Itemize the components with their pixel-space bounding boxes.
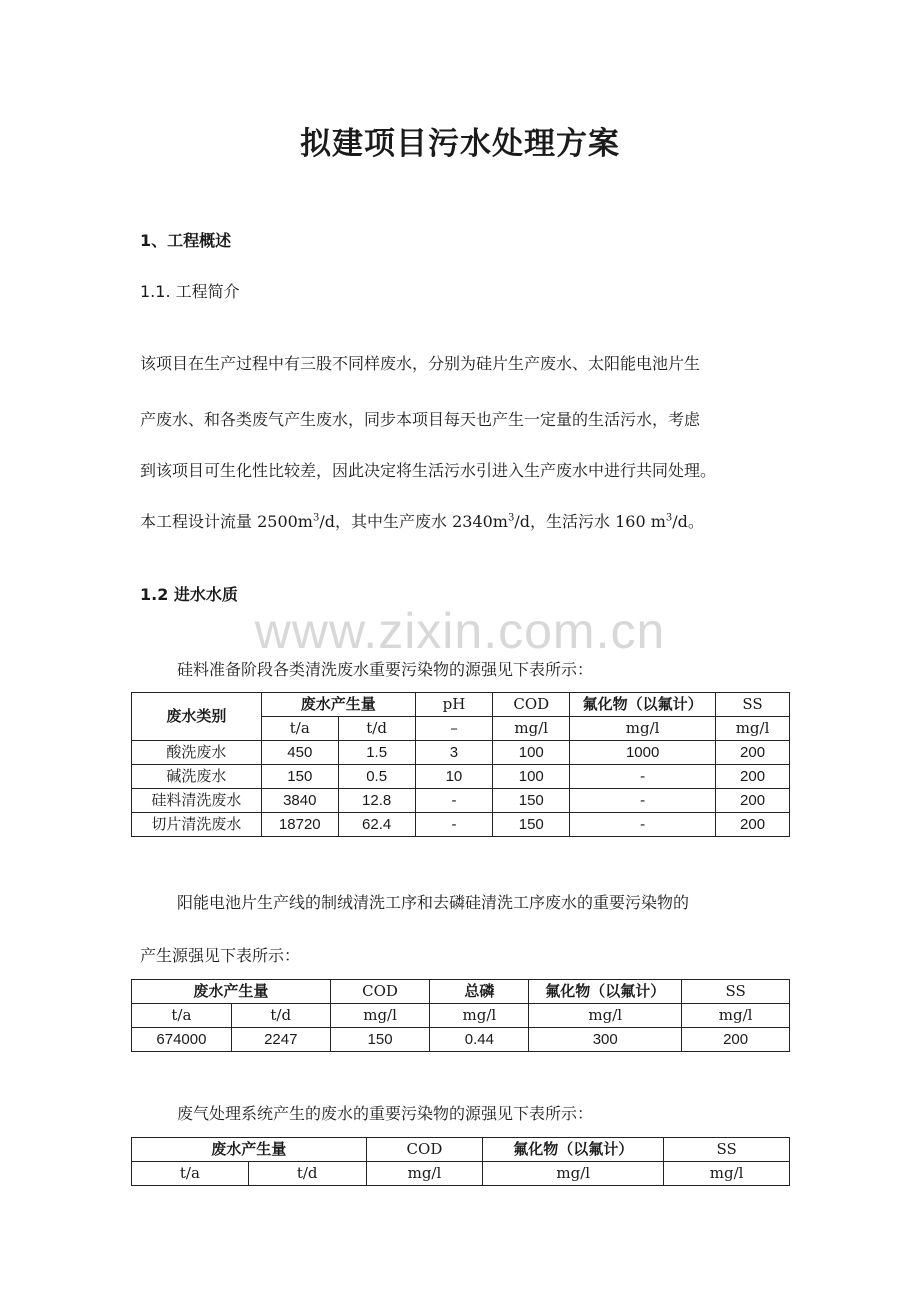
table3-unit-cell: mg/l xyxy=(366,1162,483,1186)
table-cell: 150 xyxy=(330,1028,430,1052)
table-cell: - xyxy=(570,765,716,789)
table3-unit-cell: t/a xyxy=(132,1162,249,1186)
table1-unit-cell: mg/l xyxy=(570,717,716,741)
table2-unit-cell: mg/l xyxy=(529,1004,682,1028)
table1-unit-cell: t/a xyxy=(261,717,338,741)
table2-caption-line: 产生源强见下表所示： xyxy=(140,946,301,965)
table-row xyxy=(132,741,790,765)
table2-unit-row xyxy=(132,1004,790,1028)
table2-header-cell: 氟化物（以氟计） xyxy=(529,980,682,1004)
table-cell: 100 xyxy=(493,765,570,789)
table-cell: - xyxy=(570,813,716,837)
table3-caption: 废气处理系统产生的废水的重要污染物的源强见下表所示： xyxy=(177,1104,594,1123)
table3-unit-cell: mg/l xyxy=(483,1162,664,1186)
table3-header-row xyxy=(132,1138,790,1162)
table1-header-cell: 废水类别 xyxy=(132,693,262,741)
table1-header-cell: COD xyxy=(493,693,570,717)
table1 xyxy=(131,692,790,837)
table3-unit-row xyxy=(132,1162,790,1186)
table1-header-cell: 氟化物（以氟计） xyxy=(570,693,716,717)
table-cell: 18720 xyxy=(261,813,338,837)
table1-caption: 硅料准备阶段各类清洗废水重要污染物的源强见下表所示： xyxy=(177,660,594,679)
table-cell: 200 xyxy=(682,1028,790,1052)
table-cell: 200 xyxy=(716,765,790,789)
table-row xyxy=(132,813,790,837)
table-cell: 674000 xyxy=(132,1028,232,1052)
table2-unit-cell: mg/l xyxy=(682,1004,790,1028)
table-cell: 硅料清洗废水 xyxy=(132,789,262,813)
table1-unit-cell: mg/l xyxy=(493,717,570,741)
table-cell: 150 xyxy=(261,765,338,789)
superscript: 3 xyxy=(665,512,673,524)
table2-unit-cell: t/a xyxy=(132,1004,232,1028)
table-cell: 300 xyxy=(529,1028,682,1052)
flow-text-b: /d，其中生产废水 2340m xyxy=(319,512,508,531)
table-cell: 碱洗废水 xyxy=(132,765,262,789)
flow-text-a: 本工程设计流量 2500m xyxy=(140,512,313,531)
table3-header-cell: SS xyxy=(664,1138,790,1162)
superscript: 3 xyxy=(312,512,320,524)
table2-header-cell: COD xyxy=(330,980,430,1004)
table-cell: 3 xyxy=(415,741,493,765)
table-cell: 200 xyxy=(716,741,790,765)
table-cell: 0.5 xyxy=(338,765,415,789)
table2-unit-cell: t/d xyxy=(231,1004,330,1028)
table2-unit-cell: mg/l xyxy=(330,1004,430,1028)
table2-caption-line: 阳能电池片生产线的制绒清洗工序和去磷硅清洗工序废水的重要污染物的 xyxy=(177,893,690,912)
table-cell: 酸洗废水 xyxy=(132,741,262,765)
table-cell: 450 xyxy=(261,741,338,765)
flow-text-c: /d，生活污水 160 m xyxy=(514,512,666,531)
table3-header-cell: 废水产生量 xyxy=(132,1138,367,1162)
table-cell: 10 xyxy=(415,765,493,789)
table3-unit-cell: mg/l xyxy=(664,1162,790,1186)
table2-header-cell: 废水产生量 xyxy=(132,980,331,1004)
intro-paragraph-line: 该项目在生产过程中有三股不同样废水，分别为硅片生产废水、太阳能电池片生 xyxy=(140,354,701,373)
superscript: 3 xyxy=(507,512,515,524)
table3 xyxy=(131,1137,790,1186)
table-cell: 1000 xyxy=(570,741,716,765)
table-cell: 200 xyxy=(716,813,790,837)
table-cell: 200 xyxy=(716,789,790,813)
table1-unit-cell: t/d xyxy=(338,717,415,741)
subsection-heading-intro: 1.1. 工程简介 xyxy=(140,282,240,301)
table3-unit-cell: t/d xyxy=(248,1162,366,1186)
table-cell: 150 xyxy=(493,789,570,813)
intro-paragraph-line: 到该项目可生化性比较差，因此决定将生活污水引进入生产废水中进行共同处理。 xyxy=(140,461,717,480)
table-cell: - xyxy=(415,789,493,813)
table-cell: 1.5 xyxy=(338,741,415,765)
watermark: www.zixin.com.cn xyxy=(254,603,666,659)
table-cell: 150 xyxy=(493,813,570,837)
table1-unit-cell: – xyxy=(415,717,493,741)
table-cell: 切片清洗废水 xyxy=(132,813,262,837)
table2 xyxy=(131,979,790,1052)
table2-header-cell: SS xyxy=(682,980,790,1004)
table-cell: - xyxy=(415,813,493,837)
table1-header-cell: pH xyxy=(415,693,493,717)
table2-unit-cell: mg/l xyxy=(430,1004,529,1028)
table2-header-row xyxy=(132,980,790,1004)
table-row xyxy=(132,1028,790,1052)
table-cell: 0.44 xyxy=(430,1028,529,1052)
table-cell: 100 xyxy=(493,741,570,765)
flow-text-d: /d。 xyxy=(672,512,704,531)
table3-header-cell: COD xyxy=(366,1138,483,1162)
document-title: 拟建项目污水处理方案 xyxy=(300,126,620,162)
flow-paragraph-line xyxy=(140,509,800,532)
subsection-heading-influent: 1.2 进水水质 xyxy=(140,585,238,604)
table-row xyxy=(132,789,790,813)
table1-header-row xyxy=(132,693,790,717)
table-cell: 12.8 xyxy=(338,789,415,813)
table1-header-cell: SS xyxy=(716,693,790,717)
table2-header-cell: 总磷 xyxy=(430,980,529,1004)
table1-header-cell: 废水产生量 xyxy=(261,693,415,717)
table-cell: 2247 xyxy=(231,1028,330,1052)
intro-paragraph-line: 产废水、和各类废气产生废水，同步本项目每天也产生一定量的生活污水，考虑 xyxy=(140,410,701,429)
table-cell: 62.4 xyxy=(338,813,415,837)
table-cell: - xyxy=(570,789,716,813)
section-heading-overview: 1、工程概述 xyxy=(140,231,232,250)
table1-unit-cell: mg/l xyxy=(716,717,790,741)
table-row xyxy=(132,765,790,789)
table-cell: 3840 xyxy=(261,789,338,813)
table3-header-cell: 氟化物（以氟计） xyxy=(483,1138,664,1162)
